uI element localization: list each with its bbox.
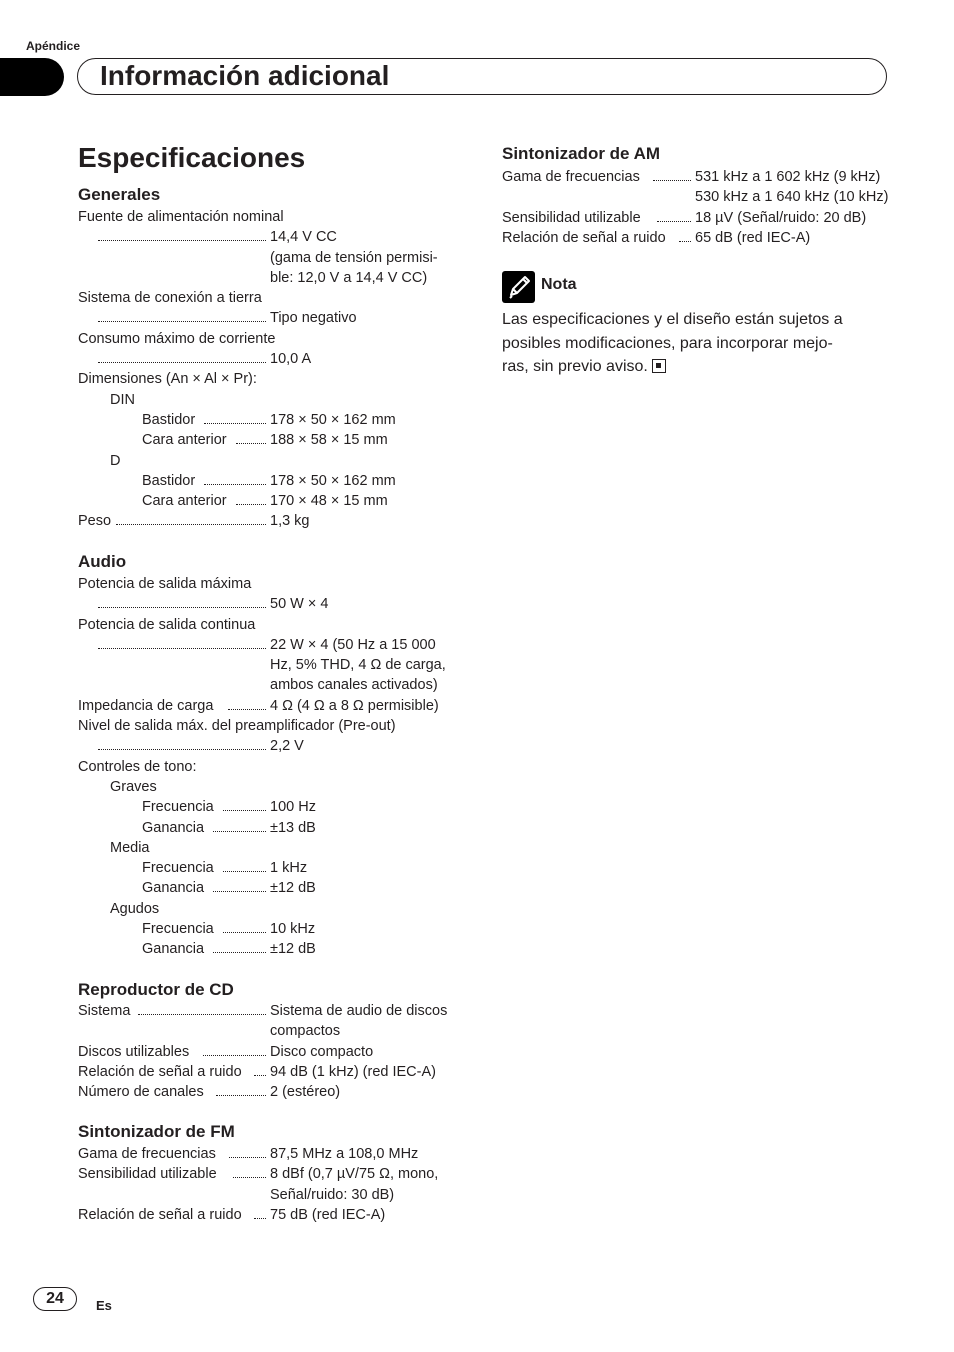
spec-label: Ganancia — [142, 880, 205, 897]
note-line-last — [502, 355, 892, 379]
spec-label: Sensibilidad utilizable — [78, 1166, 217, 1183]
spec-label: Relación de señal a ruido — [502, 229, 666, 246]
leader-dots — [223, 871, 266, 872]
spec-value: ±12 dB — [270, 941, 316, 958]
spec-value: 10 kHz — [270, 921, 316, 938]
spec-row — [78, 390, 468, 410]
spec-row — [78, 858, 468, 878]
leader-dots — [98, 607, 266, 608]
spec-row — [78, 675, 468, 695]
leader-dots — [138, 1014, 266, 1015]
spec-row — [78, 797, 468, 817]
note-pencil-icon — [502, 271, 535, 303]
spec-row — [78, 1001, 468, 1021]
spec-row — [78, 1144, 468, 1164]
spec-list-fm — [78, 1144, 468, 1225]
spec-label: Frecuencia — [142, 860, 214, 877]
spec-row — [78, 777, 468, 797]
spec-row — [78, 1082, 468, 1102]
spec-row — [78, 207, 468, 227]
spec-value: 94 dB (1 kHz) (red IEC-A) — [270, 1063, 436, 1080]
spec-row — [78, 615, 468, 635]
spec-value: 100 Hz — [270, 799, 316, 816]
spec-sublabel: D — [110, 452, 121, 469]
spec-row — [502, 228, 902, 248]
spec-label: Dimensiones (An × Al × Pr): — [78, 371, 257, 388]
leader-dots — [204, 484, 266, 485]
spec-list-audio — [78, 574, 468, 960]
spec-row — [78, 574, 468, 594]
spec-row — [78, 1164, 468, 1184]
spec-row — [78, 1021, 468, 1041]
leader-dots — [204, 423, 266, 424]
spec-label: Fuente de alimentación nominal — [78, 209, 284, 225]
spec-row — [78, 369, 468, 389]
spec-label: Sistema — [78, 1003, 131, 1019]
spec-value: ble: 12,0 V a 14,4 V CC) — [270, 269, 428, 286]
spec-label: Discos utilizables — [78, 1043, 190, 1060]
section-label: Apéndice — [26, 39, 81, 53]
leader-dots — [236, 443, 266, 444]
note-line: posibles modificaciones, para incorporar mejo- — [502, 334, 833, 352]
spec-value: compactos — [270, 1023, 341, 1040]
spec-value: Disco compacto — [270, 1043, 374, 1060]
spec-label: Impedancia de carga — [78, 697, 214, 714]
spec-row — [78, 655, 468, 675]
spec-value: Sistema de audio de discos — [270, 1003, 448, 1019]
leader-dots — [254, 1218, 266, 1219]
spec-label: Cara anterior — [142, 432, 227, 449]
spec-sublabel: Graves — [110, 778, 157, 795]
spec-label: Frecuencia — [142, 799, 214, 816]
spec-row — [78, 1185, 468, 1205]
spec-label: Número de canales — [78, 1084, 204, 1101]
spec-row — [78, 308, 468, 328]
spec-row — [78, 248, 468, 268]
spec-value: 22 W × 4 (50 Hz a 15 000 — [270, 636, 436, 653]
spec-row — [78, 491, 468, 511]
spec-sublabel: Media — [110, 839, 150, 856]
spec-value: 1 kHz — [270, 860, 308, 877]
section-heading-audio: Audio — [78, 552, 127, 571]
leader-dots — [254, 1075, 266, 1076]
spec-value: 10,0 A — [270, 351, 312, 368]
page-number: 24 — [33, 1287, 77, 1311]
spec-label: Potencia de salida continua — [78, 616, 256, 633]
spec-list-cd — [78, 1001, 468, 1102]
spec-list-generales — [78, 207, 468, 532]
spec-row — [78, 716, 468, 736]
spec-label: Consumo máximo de corriente — [78, 330, 276, 347]
spec-value: 65 dB (red IEC-A) — [695, 229, 811, 246]
header-title: Información adicional — [100, 60, 390, 91]
spec-row — [78, 878, 468, 898]
spec-sublabel: Agudos — [110, 900, 160, 917]
spec-value: 531 kHz a 1 602 kHz (9 kHz) — [695, 169, 881, 185]
spec-row — [78, 349, 468, 369]
spec-value: ±13 dB — [270, 819, 316, 836]
spec-label: Nivel de salida máx. del preamplificador (Pre-out) — [78, 718, 396, 735]
end-of-section-icon — [652, 359, 666, 373]
spec-row — [78, 471, 468, 491]
header-tab-marker — [0, 58, 64, 96]
spec-row — [78, 451, 468, 471]
spec-value: Hz, 5% THD, 4 Ω de carga, — [270, 657, 446, 674]
spec-value: 170 × 48 × 15 mm — [270, 493, 388, 510]
spec-label: Controles de tono: — [78, 758, 197, 775]
spec-list-am — [502, 167, 902, 248]
spec-row — [78, 736, 468, 756]
spec-label: Ganancia — [142, 941, 205, 958]
spec-row — [78, 410, 468, 430]
spec-value: ±12 dB — [270, 880, 316, 897]
leader-dots — [233, 1177, 266, 1178]
leader-dots — [98, 362, 266, 363]
spec-row — [78, 757, 468, 777]
spec-value: 2 (estéreo) — [270, 1084, 341, 1101]
spec-value: 178 × 50 × 162 mm — [270, 411, 396, 428]
leader-dots — [679, 241, 691, 242]
leader-dots — [203, 1055, 266, 1056]
spec-value: 1,3 kg — [270, 513, 310, 530]
spec-row — [78, 1062, 468, 1082]
section-heading-fm: Sintonizador de FM — [78, 1122, 235, 1141]
spec-value: 75 dB (red IEC-A) — [270, 1206, 386, 1223]
spec-label: Peso — [78, 513, 112, 530]
language-code: Es — [96, 1298, 112, 1313]
leader-dots — [216, 1095, 266, 1096]
spec-row — [78, 838, 468, 858]
spec-row — [78, 899, 468, 919]
leader-dots — [116, 524, 266, 525]
leader-dots — [98, 749, 266, 750]
spec-label: Bastidor — [142, 411, 196, 428]
spec-row — [78, 1042, 468, 1062]
spec-value: Señal/ruido: 30 dB) — [270, 1186, 395, 1203]
spec-value: 188 × 58 × 15 mm — [270, 432, 388, 449]
spec-row — [78, 329, 468, 349]
leader-dots — [98, 321, 266, 322]
spec-row — [502, 167, 902, 187]
spec-row — [502, 187, 902, 207]
spec-row — [78, 635, 468, 655]
spec-row — [78, 818, 468, 838]
spec-label: Ganancia — [142, 819, 205, 836]
leader-dots — [213, 952, 266, 953]
spec-label: Frecuencia — [142, 921, 214, 938]
spec-row — [78, 227, 468, 247]
spec-row — [78, 288, 468, 308]
leader-dots — [229, 1157, 266, 1158]
spec-row — [78, 430, 468, 450]
spec-label: Potencia de salida máxima — [78, 576, 252, 592]
leader-dots — [213, 891, 266, 892]
spec-value: (gama de tensión permisi- — [270, 249, 438, 266]
spec-value: 14,4 V CC — [270, 229, 337, 246]
spec-label: Relación de señal a ruido — [78, 1063, 242, 1080]
spec-label: Sensibilidad utilizable — [502, 209, 641, 226]
spec-value: 530 kHz a 1 640 kHz (10 kHz) — [695, 189, 889, 206]
spec-value: 4 Ω (4 Ω a 8 Ω permisible) — [270, 697, 439, 714]
spec-label: Bastidor — [142, 472, 196, 489]
leader-dots — [98, 648, 266, 649]
page-title: Especificaciones — [78, 142, 306, 173]
spec-row — [78, 696, 468, 716]
note-line: Las especificaciones y el diseño están sujetos a — [502, 311, 843, 328]
section-heading-cd: Reproductor de CD — [78, 980, 234, 999]
leader-dots — [657, 221, 691, 222]
note-text — [502, 308, 892, 379]
section-heading-generales: Generales — [78, 185, 161, 204]
spec-row — [78, 1205, 468, 1225]
spec-value: 87,5 MHz a 108,0 MHz — [270, 1146, 419, 1162]
spec-row — [78, 939, 468, 959]
leader-dots — [223, 810, 266, 811]
spec-value: 8 dBf (0,7 µV/75 Ω, mono, — [270, 1166, 439, 1183]
leader-dots — [98, 240, 266, 241]
spec-label: Sistema de conexión a tierra — [78, 290, 262, 307]
leader-dots — [653, 180, 691, 181]
spec-value: Tipo negativo — [270, 310, 357, 327]
spec-value: 50 W × 4 — [270, 596, 329, 613]
spec-value: 178 × 50 × 162 mm — [270, 472, 396, 489]
spec-label: Relación de señal a ruido — [78, 1206, 242, 1223]
spec-row — [78, 511, 468, 531]
note-label: Nota — [541, 276, 577, 293]
leader-dots — [223, 932, 266, 933]
spec-value: ambos canales activados) — [270, 677, 438, 694]
spec-sublabel: DIN — [110, 391, 135, 408]
note-line: ras, sin previo aviso. — [502, 358, 648, 375]
spec-row — [78, 594, 468, 614]
spec-label: Cara anterior — [142, 493, 227, 510]
section-heading-am: Sintonizador de AM — [502, 144, 661, 163]
spec-row — [78, 268, 468, 288]
leader-dots — [213, 831, 266, 832]
spec-label: Gama de frecuencias — [502, 169, 640, 185]
spec-value: 18 µV (Señal/ruido: 20 dB) — [695, 209, 867, 226]
spec-value: 2,2 V — [270, 738, 304, 755]
spec-row — [78, 919, 468, 939]
spec-row — [502, 208, 902, 228]
spec-label: Gama de frecuencias — [78, 1146, 216, 1162]
leader-dots — [236, 504, 266, 505]
leader-dots — [228, 709, 266, 710]
